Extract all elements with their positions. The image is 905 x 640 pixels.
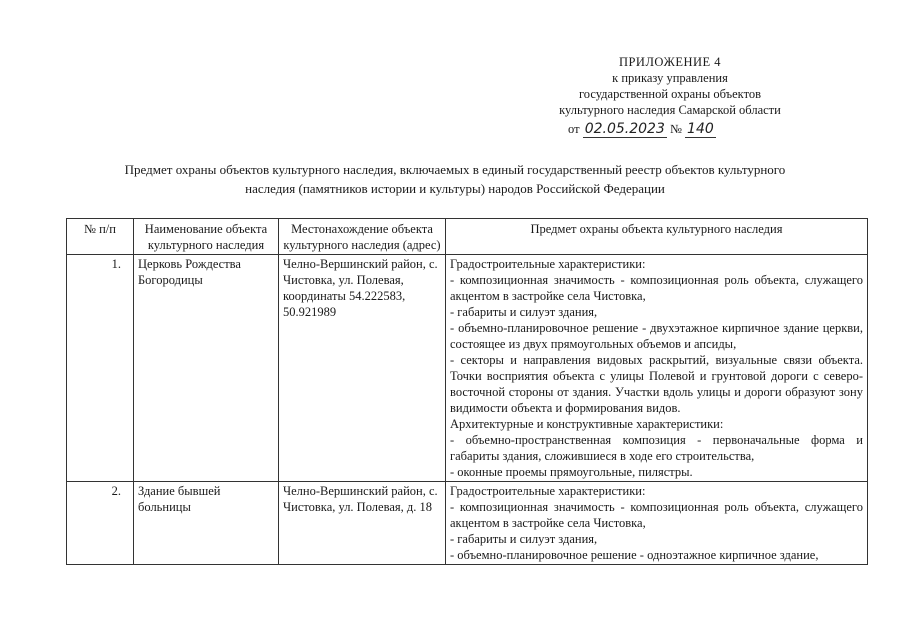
object-location: Челно-Вершинский район, с. Чистовка, ул. Полевая, координаты 54.222583, 50.921989	[279, 255, 446, 482]
subject-line: - оконные проемы прямоугольные, пилястры.	[450, 465, 693, 479]
subject-line: - композиционная значимость - композиционная роль объекта, служащего акцентом в застройке села Чистовка,	[450, 500, 863, 530]
order-date-number	[568, 121, 828, 137]
subject-line: - габариты и силуэт здания,	[450, 305, 598, 319]
subject-line: Градостроительные характеристики:	[450, 257, 646, 271]
header-subject: Предмет охраны объекта культурного наследия	[446, 219, 868, 255]
order-number: 140	[687, 121, 714, 137]
heritage-table	[66, 218, 868, 565]
subject-line: Градостроительные характеристики:	[450, 484, 646, 498]
protection-subject	[446, 255, 868, 482]
appendix-header	[520, 54, 820, 118]
number-prefix: №	[669, 122, 682, 136]
header-name: Наименование объекта культурного наследия	[134, 219, 279, 255]
table-row	[67, 482, 868, 565]
document-title-line-2: наследия (памятников истории и культуры) народов Российской Федерации	[245, 181, 665, 196]
appendix-title: ПРИЛОЖЕНИЕ 4	[618, 55, 722, 69]
row-number: 1.	[67, 255, 134, 482]
subject-line: - габариты и силуэт здания,	[450, 532, 598, 546]
subject-line: - композиционная значимость - композиционная роль объекта, служащего акцентом в застройке села Чистовка,	[450, 273, 863, 303]
subject-line: - объемно-планировочное решение - одноэтажное кирпичное здание,	[450, 548, 819, 562]
subject-line: - объемно-пространственная композиция - первоначальные форма и габариты здания, сложившиеся в ходе его строительства,	[450, 433, 863, 463]
appendix-line-3: культурного наследия Самарской области	[559, 103, 781, 117]
protection-subject	[446, 482, 868, 565]
table-header-row	[67, 219, 868, 255]
subject-line: - секторы и направления видовых раскрытий, визуальные связи объекта. Точки восприятия объекта с улицы Полевой и грунтовой дороги с северо-восточной стороны от здания. Участки вдоль улицы и дороги образуют зону видимости объекта и формирования видов.	[450, 353, 863, 415]
date-prefix: от	[568, 122, 580, 136]
table-row	[67, 255, 868, 482]
subject-line: Архитектурные и конструктивные характеристики:	[450, 417, 724, 431]
document-title-line-1: Предмет охраны объектов культурного наследия, включаемых в единый государственный реестр объектов культурного	[124, 162, 786, 177]
subject-line: - объемно-планировочное решение - двухэтажное кирпичное здание церкви, состоящее из двух прямоугольных объемов и апсиды,	[450, 321, 863, 351]
document-title	[60, 160, 850, 198]
row-number: 2.	[67, 482, 134, 565]
header-location: Местонахождение объекта культурного наследия (адрес)	[279, 219, 446, 255]
header-number: № п/п	[67, 219, 134, 255]
object-location: Челно-Вершинский район, с. Чистовка, ул. Полевая, д. 18	[279, 482, 446, 565]
appendix-line-2: государственной охраны объектов	[578, 87, 762, 101]
order-date: 02.05.2023	[584, 121, 665, 137]
object-name: Здание бывшей больницы	[134, 482, 279, 565]
object-name: Церковь Рождества Богородицы	[134, 255, 279, 482]
appendix-line-1: к приказу управления	[612, 71, 728, 85]
